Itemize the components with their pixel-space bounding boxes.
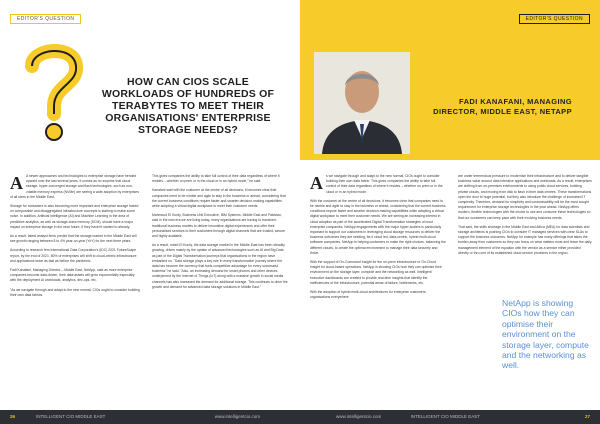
- dropcap: A: [10, 173, 23, 193]
- section-tag: EDITOR'S QUESTION: [10, 14, 81, 24]
- page-number: 27: [584, 414, 590, 419]
- magazine-url: www.intelligentcio.com: [336, 414, 382, 419]
- paragraph: With the customer at the centre of all decisions, it becomes clear that companies need to be nimble and agile to stay in the business or ahead, considering that the current business conditions require faster and smarter decision-making capabilities while adopting a virtual digital workplace to meet their customer needs. We are seeing an increasing interest in cloud adoption as part of the accelerated Digital Transformation strategies of most enterprise companies. NetApp engagements with the major hyper-scalers is particularly important to support our customers in leveraging cloud storage resources to deliver the business outcomes they are seeking, be it cloud led, data-centric, hybrid multi-cloud software companies. NetApp is helping customers to make the right choices, balancing the different clouds, to create the optimal environment to manage their data securely and thrive.: [310, 198, 446, 255]
- paragraph: As a result, latest analyst firms predict that the storage market in the Middle East will see growth ranging between 8 to 4% year-on-year (YoY) for the next three years.: [10, 234, 137, 244]
- left-column-2: [152, 174, 288, 294]
- paragraph: are under tremendous pressure to modernise their infrastructure and to deliver tangible business value around data intensive applications and workloads. As a result, enterprises are shifting from on-premises environments to using public cloud services, building private clouds, and moving from disk to flash in their data centres. These transformations open the door to huge potential, but they also introduce the challenge of increased IT complexity. Therefore, demand for simplicity and customisability will be the most sought requirement for enterprise storage technologies in the year ahead. NetApp offers modern, flexible technologies with the choice to use and consume these technologies so that our customers can keep pace with their evolving business needs.: [458, 174, 592, 220]
- paragraph: This gives companies the ability to take full control of their data regardless of where it resides – whether on prem or in the cloud or in an hybrid mode," he said.: [152, 174, 280, 184]
- byline: FADI KANAFANI, MANAGING DIRECTOR, MIDDLE EAST, NETAPP: [433, 97, 572, 116]
- right-page: [300, 0, 600, 424]
- paragraph: With the support of On-Command Insight for the on-prem infrastructure or On-Cloud Insight for cloud-based operations, NetApp is showing CIOs how they can optimise their environment on the storage layer, compute and the networking as well. Intelligent executive dashboards are created to provide real-time insights that identify the inefficiencies of the infrastructure, potential areas of failure, bottlenecks, etc.: [310, 260, 442, 285]
- page-footer: [0, 410, 300, 424]
- page-footer: [300, 410, 600, 424]
- person-portrait-icon: [314, 52, 410, 154]
- paragraph: Storage for containers is also becoming more important and enterprise storage based on composable and disaggregated infrastructure concepts is starting to make some noise. In addition, Artificial Intelligence (AI) and Machine Learning in the area of predictive analytics, as well as storage-class memory (SCM), should have a major impact on enterprise storage in the near future, if they haven't started to already.: [10, 204, 139, 229]
- right-column-2: [458, 174, 592, 260]
- dropcap: A: [310, 173, 323, 193]
- paragraph: Kanafani said with the customer at the centre of all decisions, it becomes clear that companies need to be nimble and agile to stay in the business or ahead, considering that the current business conditions require faster and smarter decision-making capabilities while adopting a virtual digital workplace to meet their customer needs.: [152, 188, 286, 209]
- paragraph-text: s we navigate through and adapt to the new normal, CIOs ought to consider building their own data fabric. This gives companies the ability to take full control of their data regardless of where it resides – whether on prem or in the cloud or in an hybrid mode.: [326, 174, 443, 194]
- section-tag: EDITOR'S QUESTION: [519, 14, 590, 24]
- paragraph: As a result, noted El Kurdy, the data storage market in the Middle East has been steadily growing, driven mainly by the uptake of advanced technologies such as AI and Big Data as part of the Digital Transformation journeys that organisations in the region have embarked on. "Data storage plays a key role in every transformation journey where the data has become the currency that fuels competitive advantage for every successful business" he said. "Also, an increasing demand for smart phones and other devices underpinned by the Internet of Things (IoT) along with a massive growth in social media channels has also increased the demand for additional storage. This continues to drive the growth and demand for advanced data storage solutions in Middle East.": [152, 243, 288, 289]
- right-column-1: [310, 174, 446, 304]
- paragraph-text: A newer approaches and technologies to enterprise storage have trended upward over the last several years. It comes as no surprise that cloud storage, hyper-converged storage and flash technologies, such as non-volatile memory express (NVMe) are seeing a wide adoption by enterprises of all sizes in the Middle East.: [10, 174, 139, 199]
- paragraph: "As we navigate through and adapt to the new normal, CIOs ought to consider building their own data fabrics.: [10, 287, 140, 297]
- pull-quote: NetApp is showing CIOs how they can optimise their environment on the storage layer, compute and the networking as well.: [502, 298, 589, 371]
- page-number: 26: [10, 414, 16, 419]
- magazine-name: INTELLIGENT CIO MIDDLE EAST: [410, 414, 480, 419]
- question-mark-icon: [18, 36, 88, 146]
- paragraph: [10, 174, 140, 200]
- paragraph: Mahmoud El Kurdy, Business Unit Executive, IBM Systems, Middle East and Pakistan, said in the new era we are living today, many organisations are having to transform traditional business models to deliver innovative digital experiences and offer their personalised services to their customers through digital channels that are trusted, secure and highly available.: [152, 213, 286, 239]
- paragraph: With the adoption of hybrid multi-cloud architectures for enterprise customers, organisations everywhere: [310, 290, 427, 300]
- paragraph: According to research firm International Data Corporation's (IDC) 2021 FutureScape report, by the end of 2021, 80% of enterprises will shift to cloud-centric infrastructure and applications twice as fast as before the pandemic.: [10, 248, 137, 263]
- paragraph: That said, the skills shortage in the Middle East and Africa (MEA) for data scientists and storage architects is pushing CIOs to consider IT managed services with clear SLAs to support the business outcomes. NetApp for example has many offerings that takes the burden away from customers so they can focus on what matters most and leave the daily management element of the equation with the vendor as a service either provided directly or thru one of its established cloud service providers in the region.: [458, 224, 592, 255]
- left-column-1: [10, 174, 140, 302]
- magazine-name: INTELLIGENT CIO MIDDLE EAST: [36, 414, 106, 419]
- magazine-url: www.intelligentcio.com: [214, 414, 260, 419]
- paragraph: Fadi Kanafani, Managing Director – Middle East, NetApp, said as more enterprise companies become data-driven, their data assets will grow exponentially especially with the deployment AI workloads, analytics, dev-ops, etc.: [10, 268, 135, 283]
- paragraph: [310, 174, 446, 195]
- headline: HOW CAN CIOS SCALE WORKLOADS OF HUNDREDS OF TERABYTES TO MEET THEIR ORGANISATIONS' ENTERPRISE STORAGE NEEDS?: [101, 76, 275, 136]
